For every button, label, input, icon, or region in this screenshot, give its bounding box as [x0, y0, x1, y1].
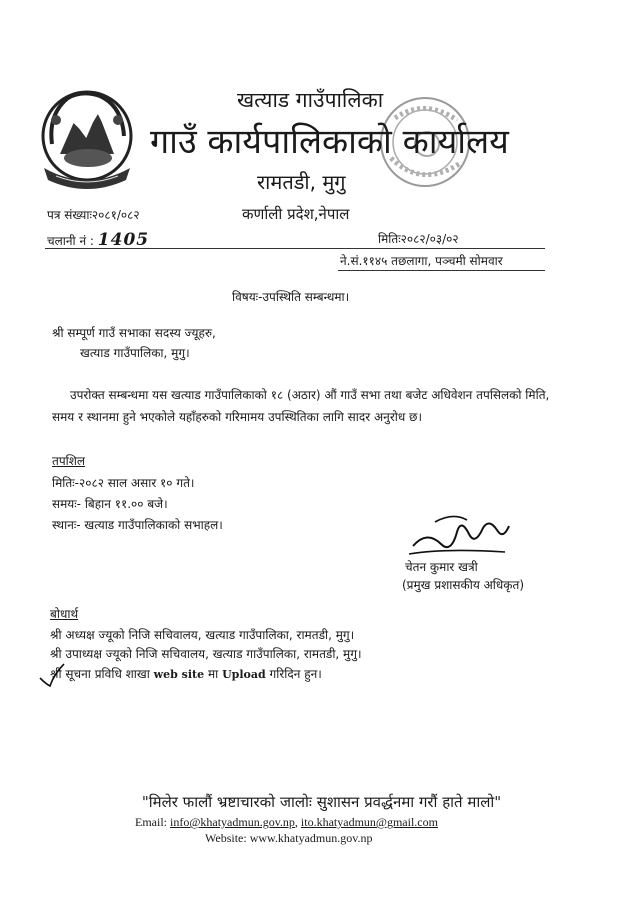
signer-designation: (प्रमुख प्रशासकीय अधिकृत)	[402, 578, 525, 592]
footer-email-line	[135, 815, 438, 830]
handwritten-tick-mark	[38, 662, 66, 688]
website-link[interactable]: www.khatyadmun.gov.np	[249, 831, 373, 845]
letter-subject: विषयः-उपस्थिति सम्बन्धमा।	[232, 290, 350, 304]
cc-item-2: श्री उपाध्यक्ष ज्यूको निजि सचिवालय, खत्याड गाउँपालिका, रामतडी, मुगु।	[50, 647, 362, 661]
detail-date: मितिः-२०८२ साल असार १० गते।	[52, 476, 195, 490]
province-name: कर्णाली प्रदेश,नेपाल	[242, 205, 350, 223]
cc-item-3-website: web site	[153, 668, 205, 681]
header-divider	[45, 248, 545, 249]
cc-item-3-suffix: गरिदिन हुन।	[269, 667, 322, 681]
cc-heading: बोधार्थ	[50, 607, 79, 621]
reference-number: पत्र संख्याः२०८१/०८२	[47, 208, 140, 222]
details-heading: तपशिल	[52, 454, 86, 468]
nepal-emblem-icon	[38, 84, 136, 192]
dispatch-number-line	[47, 230, 149, 250]
handwritten-signature	[405, 510, 515, 562]
addressee-line-2: खत्याड गाउँपालिका, मुगु।	[80, 346, 190, 360]
addressee-line-1: श्री सम्पूर्ण गाउँ सभाका सदस्य ज्यूहरु,	[52, 326, 216, 340]
cc-item-3-prefix: श्री सूचना प्रविधि शाखा	[50, 667, 150, 681]
signer-name: चेतन कुमार खत्री	[405, 560, 478, 574]
email-link-info[interactable]: info@khatyadmun.gov.np	[170, 815, 295, 829]
office-name: गाउँ कार्यपालिकाको कार्यालय	[150, 122, 509, 162]
dispatch-number: 1405	[97, 230, 150, 250]
cc-item-3-upload: Upload	[222, 668, 266, 681]
email-link-ito[interactable]: ito.khatyadmun@gmail.com	[300, 815, 438, 829]
dispatch-label: चलानी नं :	[47, 234, 94, 248]
detail-venue: स्थानः- खत्याड गाउँपालिकाको सभाहल।	[52, 518, 223, 532]
letter-date: मितिः२०८२/०३/०२	[378, 232, 459, 246]
era-date-underline	[338, 270, 545, 271]
cc-item-3	[50, 665, 322, 682]
cc-item-1: श्री अध्यक्ष ज्यूको निजि सचिवालय, खत्याड गाउँपालिका, रामतडी, मुगु।	[50, 628, 355, 642]
footer-website-line	[205, 831, 372, 846]
email-label: Email:	[135, 815, 167, 829]
website-label: Website:	[205, 831, 247, 845]
cc-item-3-mid: मा	[207, 667, 219, 681]
detail-time: समयः- बिहान ११.०० बजे।	[52, 497, 168, 511]
letter-body: उपरोक्त सम्बन्धमा यस खत्याड गाउँपालिकाको १८ (अठार) औं गाउँ सभा तथा बजेट अधिवेशन तपसिलको मिति, समय र स्थानमा हुने भएकोले यहाँहरुको गरिमामय उपस्थितिका लागि सादर अनुरोध छ।	[52, 388, 550, 424]
footer-slogan: "मिलेर फालौं भ्रष्टाचारको जालोः सुशासन प्रवर्द्धनमा गरौं हाते मालो"	[141, 793, 502, 811]
office-location: रामतडी, मुगु	[257, 170, 346, 194]
nepal-era-date: ने.सं.११४५ तछलागा, पञ्चमी सोमवार	[340, 254, 503, 268]
email-separator: ,	[294, 815, 298, 829]
municipality-name: खत्याड गाउँपालिका	[237, 88, 384, 112]
